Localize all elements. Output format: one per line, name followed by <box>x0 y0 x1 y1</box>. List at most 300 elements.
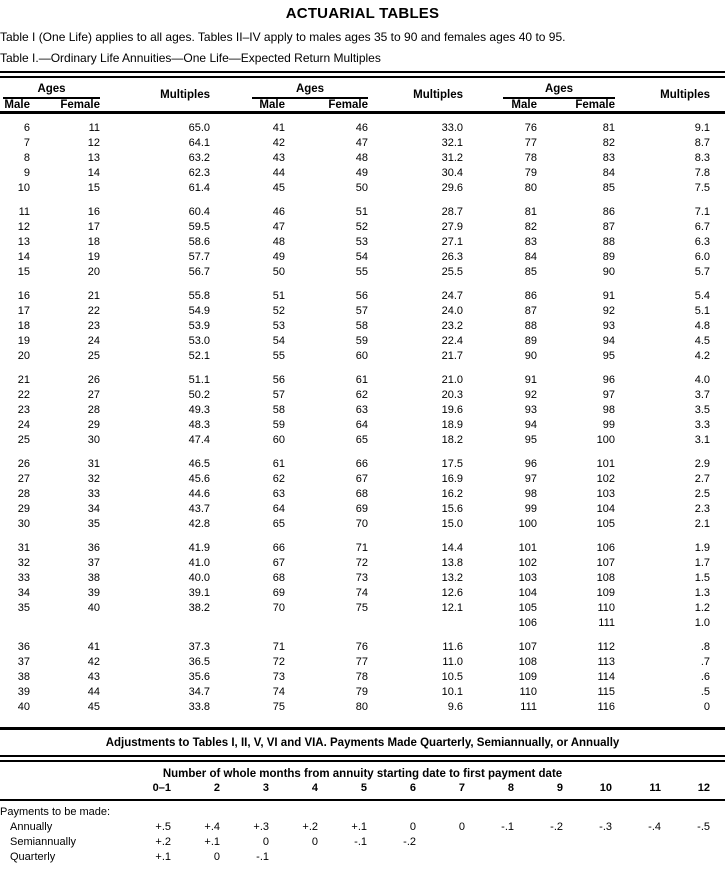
table-cell: 61.4 <box>188 182 210 194</box>
multiples-header: Multiples <box>160 88 210 101</box>
payments-section-label: Payments to be made: <box>0 806 111 818</box>
table-cell: 44.6 <box>188 488 210 500</box>
table-cell: 102 <box>518 557 537 569</box>
table-cell: 101 <box>596 458 615 470</box>
adjustment-cell: -.5 <box>697 821 710 833</box>
table-cell: 17.5 <box>441 458 463 470</box>
adjustment-cell: -.3 <box>599 821 612 833</box>
table-cell: 85 <box>524 266 537 278</box>
month-label: 11 <box>649 782 661 794</box>
table-cell: 24.0 <box>441 305 463 317</box>
table-cell: 18.9 <box>441 419 463 431</box>
table-cell: 90 <box>602 266 615 278</box>
spacer-row <box>0 448 725 457</box>
table-cell: 114 <box>597 671 615 683</box>
table-row <box>0 655 725 670</box>
multiples-header: Multiples <box>660 88 710 101</box>
table-cell: 7 <box>23 137 30 149</box>
table-cell: 75 <box>272 701 285 713</box>
female-header: Female <box>60 99 100 111</box>
adjustment-cell <box>612 835 661 850</box>
table-cell: 47 <box>272 221 285 233</box>
table-cell: 59.5 <box>188 221 210 233</box>
table-cell: 55.8 <box>188 290 210 302</box>
table-cell: 65 <box>272 518 285 530</box>
table-cell: 112 <box>597 641 615 653</box>
table-cell: 21 <box>17 374 30 386</box>
adjustment-cell <box>465 850 514 865</box>
adjustment-cell: 0 <box>409 821 416 833</box>
table-row <box>0 121 725 136</box>
table-row <box>0 205 725 220</box>
table-cell: 59 <box>355 335 368 347</box>
table-cell: 62 <box>272 473 285 485</box>
table-cell: 10 <box>17 182 30 194</box>
table-cell: 77 <box>524 137 537 149</box>
table-row <box>0 700 725 715</box>
table-cell: 46 <box>355 122 368 134</box>
table-cell: 42.8 <box>188 518 210 530</box>
table-cell <box>0 616 30 631</box>
adjustment-cell: +.1 <box>351 821 367 833</box>
table-cell: 69 <box>272 587 285 599</box>
table-cell: 67 <box>272 557 285 569</box>
table-cell: 26.3 <box>441 251 463 263</box>
table-cell: 45 <box>272 182 285 194</box>
adjustment-cell <box>563 850 612 865</box>
table-cell: 48 <box>272 236 285 248</box>
table-row <box>0 800 725 820</box>
adjustment-cell: +.5 <box>155 821 171 833</box>
table-cell: 11 <box>88 122 100 134</box>
table-cell: 41.9 <box>188 542 210 554</box>
adjustment-cell: +.4 <box>204 821 220 833</box>
table-cell: 96 <box>602 374 615 386</box>
table-cell: 33 <box>17 572 30 584</box>
months-header: Number of whole months from annuity starting date to first payment date <box>162 768 563 780</box>
adjustment-cell: +.3 <box>253 821 269 833</box>
table-cell: 71 <box>272 641 285 653</box>
table-cell: 80 <box>524 182 537 194</box>
table-cell: 99 <box>524 503 537 515</box>
male-header: Male <box>4 99 30 111</box>
table-row <box>0 433 725 448</box>
table-cell: 5.7 <box>694 266 710 278</box>
table-cell: 54 <box>272 335 285 347</box>
table-cell: 16 <box>87 206 100 218</box>
table-cell: 86 <box>602 206 615 218</box>
table-cell <box>368 616 463 631</box>
adjustment-cell <box>269 850 318 865</box>
adjustment-cell <box>661 835 725 850</box>
table-row <box>0 373 725 388</box>
table-cell: 5.1 <box>694 305 710 317</box>
table-cell: 3.3 <box>694 419 710 431</box>
table-cell: 35.6 <box>188 671 210 683</box>
table-cell: 74 <box>272 686 285 698</box>
table-cell: 2.7 <box>694 473 710 485</box>
table-cell: 13 <box>17 236 30 248</box>
table-cell: 57.7 <box>188 251 210 263</box>
table-cell: 16.2 <box>441 488 463 500</box>
table-cell: 15.6 <box>441 503 463 515</box>
table-cell: 11 <box>18 206 30 218</box>
table-cell: 35 <box>87 518 100 530</box>
table-cell: 17 <box>17 305 30 317</box>
table-cell: 62.3 <box>188 167 210 179</box>
table-cell: 22 <box>17 389 30 401</box>
table-cell: 56 <box>272 374 285 386</box>
table-cell: 56 <box>355 290 368 302</box>
table-cell: 24 <box>87 335 100 347</box>
table-cell: 50 <box>272 266 285 278</box>
table-row <box>0 403 725 418</box>
table-cell: 43 <box>272 152 285 164</box>
table-cell: 41.0 <box>188 557 210 569</box>
table-cell: 8.3 <box>694 152 710 164</box>
table-cell: 40 <box>17 701 30 713</box>
table-cell: 104 <box>518 587 537 599</box>
table-cell: 106 <box>518 617 537 629</box>
table-cell: 8 <box>23 152 30 164</box>
month-label: 12 <box>697 782 710 794</box>
table-cell: 77 <box>355 656 368 668</box>
month-label: 4 <box>311 782 318 794</box>
table-cell: 92 <box>602 305 615 317</box>
table-cell: 38 <box>87 572 100 584</box>
spacer-row <box>0 715 725 727</box>
adjustment-cell: -.4 <box>648 821 661 833</box>
table-cell: 97 <box>524 473 537 485</box>
month-label: 5 <box>360 782 367 794</box>
table-cell: 23 <box>87 320 100 332</box>
table-cell: 60 <box>272 434 285 446</box>
table-cell: 2.3 <box>694 503 710 515</box>
table-cell: 36 <box>17 641 30 653</box>
table-cell: .6 <box>700 671 710 683</box>
table-cell: 60 <box>355 350 368 362</box>
table-body <box>0 113 725 728</box>
table-cell: 50.2 <box>188 389 210 401</box>
table-cell: 48 <box>355 152 368 164</box>
table-cell: 15 <box>17 266 30 278</box>
table-cell: 39 <box>17 686 30 698</box>
table-cell: 83 <box>602 152 615 164</box>
table-cell: 57 <box>355 305 368 317</box>
table-cell: 66 <box>272 542 285 554</box>
table-row <box>0 820 725 835</box>
adjustment-cell <box>416 850 465 865</box>
adjustment-cell <box>661 850 725 865</box>
table-cell: 40 <box>87 602 100 614</box>
table-cell: 13.2 <box>441 572 463 584</box>
table-cell: 21.0 <box>441 374 463 386</box>
table-cell: 44 <box>272 167 285 179</box>
table-cell: 2.1 <box>694 518 710 530</box>
table-cell: 55 <box>355 266 368 278</box>
table-cell: 16.9 <box>441 473 463 485</box>
table-cell: 81 <box>524 206 537 218</box>
table-cell: 93 <box>524 404 537 416</box>
table-cell: 43 <box>87 671 100 683</box>
spacer-cell <box>0 280 725 289</box>
table-cell: 3.1 <box>694 434 710 446</box>
spacer-row <box>0 280 725 289</box>
table-cell: 28 <box>87 404 100 416</box>
table-cell: 61 <box>355 374 368 386</box>
table-cell: 76 <box>524 122 537 134</box>
table-row <box>0 556 725 571</box>
table-cell: 31 <box>87 458 100 470</box>
table-cell: 94 <box>602 335 615 347</box>
table-cell: 49.3 <box>188 404 210 416</box>
table-row <box>0 388 725 403</box>
table-cell: 32.1 <box>441 137 463 149</box>
table-cell: 6.3 <box>694 236 710 248</box>
spacer-row <box>0 113 725 122</box>
table-cell: 73 <box>272 671 285 683</box>
table-cell: 14 <box>17 251 30 263</box>
table-cell: 59 <box>272 419 285 431</box>
adjustment-cell: 0 <box>311 836 318 848</box>
table-cell: 39 <box>87 587 100 599</box>
month-label: 8 <box>507 782 514 794</box>
table-cell: 51 <box>355 206 368 218</box>
table-cell: 60.4 <box>188 206 210 218</box>
table-cell: 103 <box>596 488 615 500</box>
table-cell: 66 <box>355 458 368 470</box>
table-cell: 1.2 <box>694 602 710 614</box>
top-double-rule <box>0 71 725 78</box>
table-cell: 29 <box>87 419 100 431</box>
table-cell: 108 <box>596 572 615 584</box>
table-cell: 16 <box>17 290 30 302</box>
table-cell: 23.2 <box>441 320 463 332</box>
table-row <box>0 151 725 166</box>
table-cell: 104 <box>596 503 615 515</box>
table-cell: 92 <box>524 389 537 401</box>
spacer-cell <box>0 715 725 727</box>
table-cell: 37 <box>87 557 100 569</box>
table-cell <box>100 616 210 631</box>
table-cell: 21 <box>87 290 100 302</box>
table-cell: 21.7 <box>441 350 463 362</box>
table-cell: 90 <box>524 350 537 362</box>
male-header: Male <box>511 99 537 111</box>
table-cell: 13.8 <box>441 557 463 569</box>
table-cell: 79 <box>524 167 537 179</box>
table-row <box>0 166 725 181</box>
table-cell: 27.1 <box>441 236 463 248</box>
table-cell: 27 <box>17 473 30 485</box>
table-cell: .5 <box>700 686 710 698</box>
table-cell: 70 <box>355 518 368 530</box>
table-cell: 0 <box>703 701 710 713</box>
table-cell: 69 <box>355 503 368 515</box>
table-cell: 1.0 <box>694 617 710 629</box>
table-cell: 96 <box>524 458 537 470</box>
table-cell: 105 <box>518 602 537 614</box>
spacer-cell <box>0 196 725 205</box>
table-cell: 63 <box>272 488 285 500</box>
table-cell: 35 <box>17 602 30 614</box>
table-cell: 10.1 <box>441 686 463 698</box>
table-cell: 107 <box>518 641 537 653</box>
table-cell: 56.7 <box>188 266 210 278</box>
table-cell: 65 <box>355 434 368 446</box>
table-row <box>0 571 725 586</box>
payment-row-label: Quarterly <box>10 851 56 863</box>
table-cell: 61 <box>272 458 285 470</box>
table-cell: 30.4 <box>441 167 463 179</box>
table-cell: 73 <box>355 572 368 584</box>
ages-header: Ages <box>503 78 615 99</box>
table-cell: 47 <box>355 137 368 149</box>
table-row <box>0 685 725 700</box>
table-cell: 18 <box>87 236 100 248</box>
adjustment-cell: +.1 <box>155 851 171 863</box>
month-label: 10 <box>599 782 612 794</box>
table-cell: 55 <box>272 350 285 362</box>
table-cell: 41 <box>87 641 100 653</box>
page-title: ACTUARIAL TABLES <box>285 5 440 22</box>
table-row <box>0 850 725 865</box>
table-cell: .7 <box>700 656 710 668</box>
table-cell <box>285 616 368 631</box>
table-cell: 1.9 <box>694 542 710 554</box>
ages-header: Ages <box>252 78 368 99</box>
adjustment-cell <box>514 850 563 865</box>
table-row <box>0 220 725 235</box>
table-cell: 85 <box>602 182 615 194</box>
table-cell: 38.2 <box>188 602 210 614</box>
table-cell: 65.0 <box>188 122 210 134</box>
table-cell: 46.5 <box>188 458 210 470</box>
table-cell: 4.2 <box>694 350 710 362</box>
table-cell: 24 <box>17 419 30 431</box>
adjustment-cell: -.2 <box>550 821 563 833</box>
spacer-row <box>0 364 725 373</box>
table-cell: 115 <box>597 686 615 698</box>
adjustments-title: Adjustments to Tables I, II, V, VI and VIA. Payments Made Quarterly, Semiannually, or Annually <box>105 737 620 749</box>
table-cell: 88 <box>602 236 615 248</box>
table-cell: 49 <box>355 167 368 179</box>
table-row <box>0 487 725 502</box>
table-cell: 44 <box>87 686 100 698</box>
table-cell: 103 <box>518 572 537 584</box>
table-row <box>0 835 725 850</box>
table-cell: 31.2 <box>441 152 463 164</box>
adjustment-cell <box>563 835 612 850</box>
table-cell: 40.0 <box>188 572 210 584</box>
table-cell: 29 <box>17 503 30 515</box>
table-cell: 29.6 <box>441 182 463 194</box>
spacer-cell <box>0 364 725 373</box>
table-cell: 36.5 <box>188 656 210 668</box>
table-cell: 87 <box>524 305 537 317</box>
table-cell: 50 <box>355 182 368 194</box>
table-row <box>0 289 725 304</box>
intro-text: Table I (One Life) applies to all ages. Tables II–IV apply to males ages 35 to 90 and females ages 40 to 95. <box>0 30 566 44</box>
month-label: 3 <box>262 782 269 794</box>
table-cell: 52 <box>272 305 285 317</box>
table-cell <box>210 616 285 631</box>
adjustments-body <box>0 800 725 865</box>
table-cell: 93 <box>602 320 615 332</box>
table-cell: 78 <box>524 152 537 164</box>
table-cell: 106 <box>596 542 615 554</box>
table-row <box>0 250 725 265</box>
table-cell: 5.4 <box>694 290 710 302</box>
adjustment-cell: 0 <box>262 836 269 848</box>
table-cell: 4.8 <box>694 320 710 332</box>
table-cell: 27 <box>87 389 100 401</box>
table-cell: 54 <box>355 251 368 263</box>
table-cell: 27.9 <box>441 221 463 233</box>
table-cell: 37 <box>17 656 30 668</box>
table-cell: 20 <box>87 266 100 278</box>
table-cell: 1.3 <box>694 587 710 599</box>
table-cell: 11.6 <box>442 641 463 653</box>
ages-header: Ages <box>3 78 100 99</box>
table-row <box>0 136 725 151</box>
table-cell: 24.7 <box>441 290 463 302</box>
table-cell: 9.6 <box>447 701 463 713</box>
table-cell: 53 <box>272 320 285 332</box>
table-cell: 71 <box>355 542 368 554</box>
table-cell: 1.7 <box>694 557 710 569</box>
table-cell: 111 <box>520 701 537 713</box>
female-header: Female <box>328 99 368 111</box>
actuarial-table <box>0 78 725 727</box>
table-cell: 94 <box>524 419 537 431</box>
table-cell: 95 <box>524 434 537 446</box>
table-cell: 37.3 <box>188 641 210 653</box>
table-cell: 54.9 <box>188 305 210 317</box>
table-cell: 32 <box>17 557 30 569</box>
table-cell: 109 <box>596 587 615 599</box>
table-cell: 49 <box>272 251 285 263</box>
table-cell: 100 <box>596 434 615 446</box>
table-cell: 111 <box>598 617 615 629</box>
table-cell: 79 <box>355 686 368 698</box>
table-cell: 42 <box>272 137 285 149</box>
table-cell: 68 <box>355 488 368 500</box>
table-cell: 39.1 <box>188 587 210 599</box>
table-cell: 116 <box>597 701 615 713</box>
table-cell: 30 <box>17 518 30 530</box>
table-cell: 11.0 <box>442 656 463 668</box>
adjustment-cell <box>514 835 563 850</box>
table-cell: 87 <box>602 221 615 233</box>
month-label: 9 <box>556 782 563 794</box>
table-cell: 47.4 <box>188 434 210 446</box>
spacer-row <box>0 532 725 541</box>
table-cell: 89 <box>602 251 615 263</box>
table-cell: 45.6 <box>188 473 210 485</box>
table-cell: 80 <box>355 701 368 713</box>
table-cell: 64 <box>272 503 285 515</box>
table-cell: 28 <box>17 488 30 500</box>
months-row <box>0 780 725 800</box>
table-cell: 12 <box>87 137 100 149</box>
spacer-row <box>0 196 725 205</box>
table-cell: 6.0 <box>694 251 710 263</box>
table-cell: 88 <box>524 320 537 332</box>
table-cell: 64.1 <box>188 137 210 149</box>
table-cell: 19.6 <box>441 404 463 416</box>
table-cell: 26 <box>87 374 100 386</box>
